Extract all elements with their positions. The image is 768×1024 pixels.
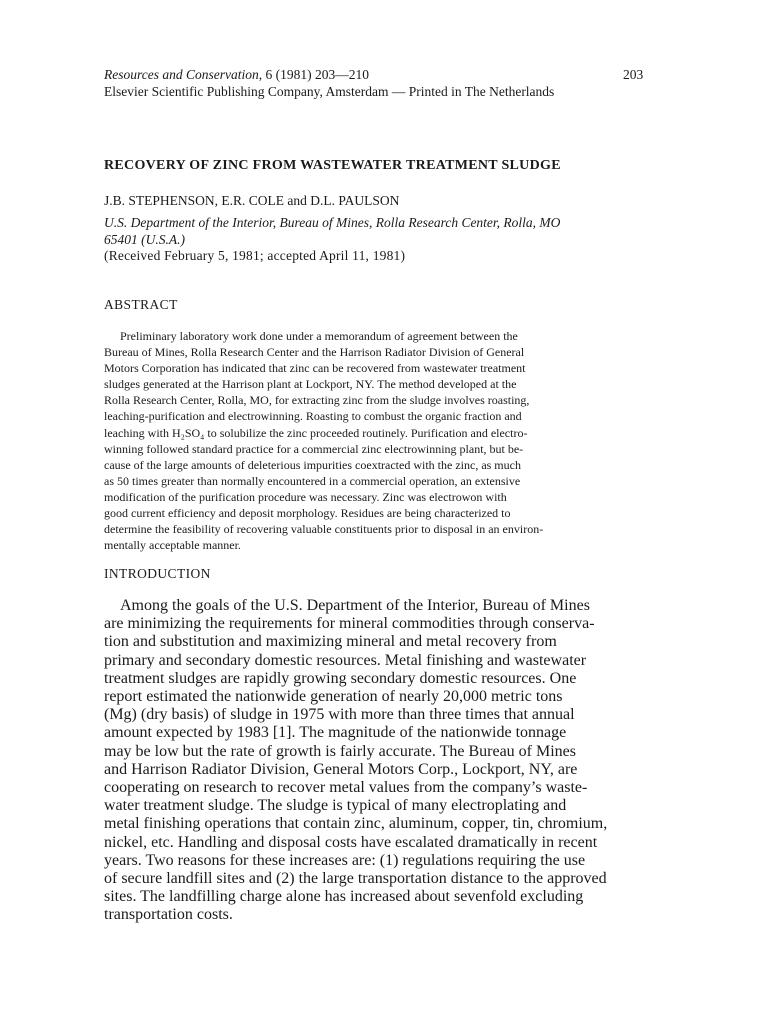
publisher-line: Elsevier Scientific Publishing Company, Amsterdam — Printed in The Netherlands xyxy=(104,84,555,99)
author-affiliation xyxy=(104,214,644,248)
abstract-line: mentally acceptable manner. xyxy=(104,538,241,553)
introduction-body xyxy=(104,597,674,925)
intro-line: and Harrison Radiator Division, General Motors Corp., Lockport, NY, are xyxy=(104,760,578,778)
intro-line: Among the goals of the U.S. Department of the Interior, Bureau of Mines xyxy=(120,597,590,614)
abstract-line: Motors Corporation has indicated that zinc can be recovered from wastewater treatment xyxy=(104,361,526,376)
abstract-line: Preliminary laboratory work done under a memorandum of agreement between the xyxy=(120,329,518,343)
abstract-line: Rolla Research Center, Rolla, MO, for extracting zinc from the sludge involves roasting, xyxy=(104,393,530,408)
intro-line: (Mg) (dry basis) of sludge in 1975 with more than three times that annual xyxy=(104,706,575,724)
abstract-body xyxy=(104,328,634,553)
abstract-line: modification of the purification procedure was necessary. Zinc was electrowon with xyxy=(104,489,507,504)
abstract-line: leaching-purification and electrowinning. Roasting to combust the organic fraction and xyxy=(104,409,522,424)
abstract-line: determine the feasibility of recovering valuable constituents prior to disposal in an environ- xyxy=(104,522,544,537)
abstract-line: leaching with H₂SO₄ to solubilize the zinc proceeded routinely. Purification and electro- xyxy=(104,425,528,440)
intro-line: tion and substitution and maximizing mineral and metal recovery from xyxy=(104,633,557,651)
intro-line: of secure landfill sites and (2) the large transportation distance to the approved xyxy=(104,870,607,888)
affiliation-line: U.S. Department of the Interior, Bureau of Mines, Rolla Research Center, Rolla, MO xyxy=(104,215,561,230)
intro-line: may be low but the rate of growth is fairly accurate. The Bureau of Mines xyxy=(104,742,576,760)
intro-line: metal finishing operations that contain zinc, aluminum, copper, tin, chromium, xyxy=(104,815,608,833)
article-title: RECOVERY OF ZINC FROM WASTEWATER TREATMENT SLUDGE xyxy=(104,158,561,173)
intro-line: transportation costs. xyxy=(104,906,233,924)
journal-volume-pages: , 6 (1981) 203—210 xyxy=(258,67,369,82)
abstract-line: winning followed standard practice for a commercial zinc electrowinning plant, but be- xyxy=(104,441,524,456)
intro-line: cooperating on research to recover metal values from the company’s waste- xyxy=(104,779,588,797)
abstract-heading: ABSTRACT xyxy=(104,297,178,312)
abstract-line: cause of the large amounts of deleterious impurities coextracted with the zinc, as much xyxy=(104,457,521,472)
intro-line: are minimizing the requirements for mineral commodities through conserva- xyxy=(104,615,595,633)
journal-citation xyxy=(104,66,369,83)
introduction-heading: INTRODUCTION xyxy=(104,566,211,581)
affiliation-line: 65401 (U.S.A.) xyxy=(104,232,185,247)
intro-line: treatment sludges are rapidly growing secondary domestic resources. One xyxy=(104,669,577,687)
abstract-line: Bureau of Mines, Rolla Research Center and the Harrison Radiator Division of General xyxy=(104,345,525,360)
intro-line: report estimated the nationwide generation of nearly 20,000 metric tons xyxy=(104,688,563,706)
intro-line: years. Two reasons for these increases are: (1) regulations requiring the use xyxy=(104,851,586,869)
intro-line: sites. The landfilling charge alone has increased about sevenfold excluding xyxy=(104,888,584,906)
intro-line: water treatment sludge. The sludge is typical of many electroplating and xyxy=(104,797,567,815)
intro-line: amount expected by 1983 [1]. The magnitude of the nationwide tonnage xyxy=(104,724,567,742)
abstract-line: good current efficiency and deposit morphology. Residues are being characterized to xyxy=(104,506,511,521)
intro-line: primary and secondary domestic resources. Metal finishing and wastewater xyxy=(104,651,587,669)
abstract-line: as 50 times greater than normally encountered in a commercial operation, an extensive xyxy=(104,473,521,488)
article-authors: J.B. STEPHENSON, E.R. COLE and D.L. PAULSON xyxy=(104,193,400,208)
received-dates: (Received February 5, 1981; accepted April 11, 1981) xyxy=(104,248,406,263)
page-number: 203 xyxy=(623,67,644,82)
abstract-line: sludges generated at the Harrison plant at Lockport, NY. The method developed at the xyxy=(104,377,517,392)
intro-line: nickel, etc. Handling and disposal costs have escalated dramatically in recent xyxy=(104,833,598,851)
journal-name: Resources and Conservation xyxy=(104,67,259,82)
